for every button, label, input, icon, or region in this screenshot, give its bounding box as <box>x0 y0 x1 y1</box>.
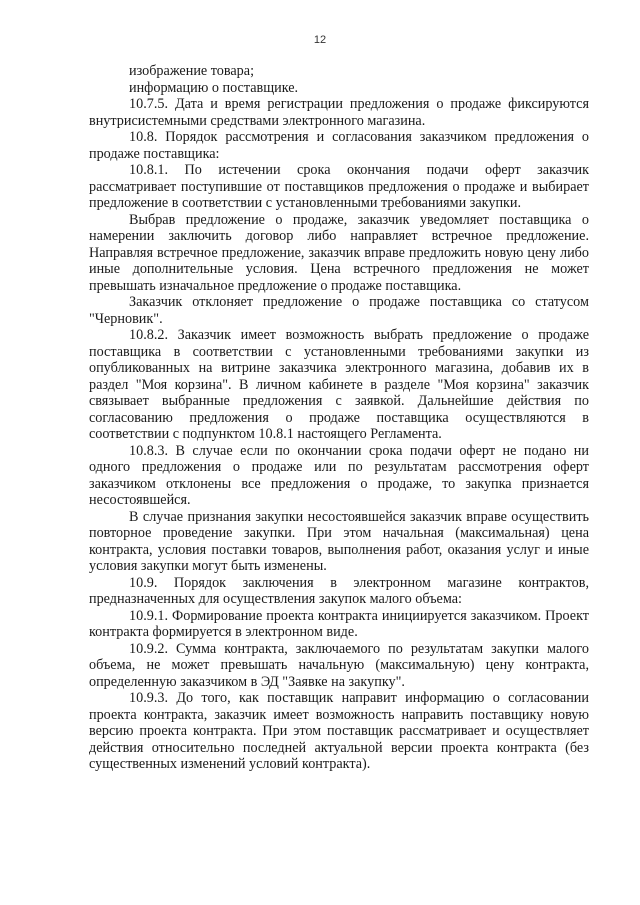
paragraph-p2: информацию о поставщике. <box>129 79 299 96</box>
paragraph-p1: изображение товара; <box>129 63 255 79</box>
paragraph-p13: 10.9.2. Сумма контракта, заключаемого по результатам закупки малого объема, не может превышать начальную (максимальную) цену контракта, определенную заказчиком в ЭД "Заявке на закупку". <box>89 640 589 690</box>
paragraph-p11: 10.9. Порядок заключения в электронном магазине контрактов, предназначенных для осуществления закупок малого объема: <box>89 574 589 607</box>
paragraph-p12: 10.9.1. Формирование проекта контракта инициируется заказчиком. Проект контракта формируется в электронном виде. <box>89 607 589 640</box>
paragraph-p14: 10.9.3. До того, как поставщик направит информацию о согласовании проекта контракта, заказчик имеет возможность направить поставщику новую версию проекта контракта. При этом поставщик рассматривает и осуществляет действия относительно последней актуальной версии проекта контракта (без существенных изменений условий контракта). <box>89 690 589 772</box>
paragraph-p4: 10.8. Порядок рассмотрения и согласования заказчиком предложения о продаже поставщика: <box>89 129 589 162</box>
paragraph-p10: В случае признания закупки несостоявшейся заказчик вправе осуществить повторное проведение закупки. При этом начальная (максимальная) цена контракта, условия поставки товаров, выполнения работ, оказания услуг и иные условия закупки могут быть изменены. <box>89 508 589 574</box>
paragraph-p5: 10.8.1. По истечении срока окончания подачи оферт заказчик рассматривает поступившие от поставщиков предложения о продаже и выбирает предложение в соответствии с установленными требованиями закупки. <box>89 162 589 211</box>
document-body <box>89 63 589 773</box>
page-number: 12 <box>313 34 327 46</box>
paragraph-p7: Заказчик отклоняет предложение о продаже поставщика со статусом "Черновик". <box>89 294 589 327</box>
paragraph-p6: Выбрав предложение о продаже, заказчик уведомляет поставщика о намерении заключить договор либо направляет встречное предложение. Направляя встречное предложение, заказчик вправе предложить новую цену либо иные дополнительные условия. Цена встречного предложения не может превышать изначальное предложение о продаже поставщика. <box>89 211 589 294</box>
paragraph-p8: 10.8.2. Заказчик имеет возможность выбрать предложение о продаже поставщика в соответствии с установленными требованиями закупки из опубликованных на витрине заказчика электронного магазина, добавив их в раздел "Моя корзина". В личном кабинете в разделе "Моя корзина" заказчик связывает выбранные предложения с заявкой. Дальнейшие действия по согласованию предложения о продаже поставщика осуществляются в соответствии с подпунктом 10.8.1 настоящего Регламента. <box>89 327 589 442</box>
paragraph-p3: 10.7.5. Дата и время регистрации предложения о продаже фиксируются внутрисистемными средствами электронного магазина. <box>89 96 589 129</box>
paragraph-p9: 10.8.3. В случае если по окончании срока подачи оферт не подано ни одного предложения о продаже или по результатам рассмотрения оферт заказчиком отклонены все предложения о продаже, то закупка признается несостоявшейся. <box>89 442 589 508</box>
